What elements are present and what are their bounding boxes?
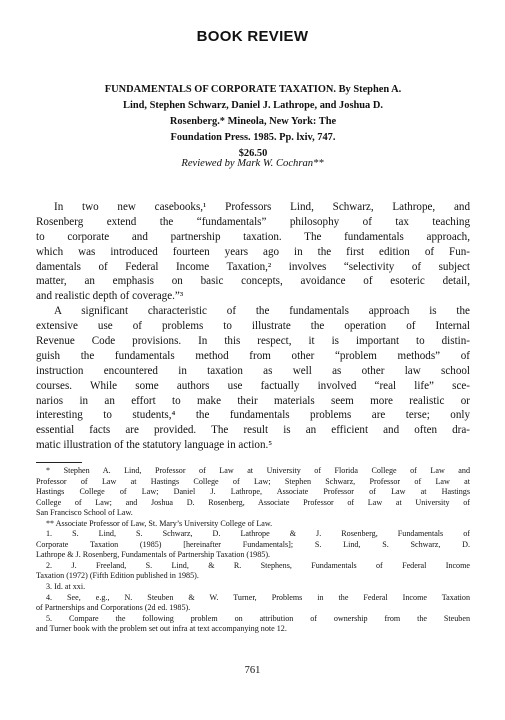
page-heading: BOOK REVIEW bbox=[196, 28, 309, 45]
review-body bbox=[36, 200, 470, 453]
body-line: guish the fundamentals method from other “problem methods” of bbox=[36, 349, 470, 362]
footnote-line: 2. J. Freeland, S. Lind, & R. Stephens, Fundamentals of Federal Income bbox=[46, 560, 470, 570]
body-line: and realistic depth of coverage.”³ bbox=[36, 290, 184, 303]
body-line: damentals of Federal Income Taxation,² involves “selectivity of subject bbox=[36, 260, 470, 273]
page-number: 761 bbox=[244, 665, 261, 676]
footnote-line: Hastings College of Law; Daniel J. Lathrope, Associate Professor of Law at Hastings bbox=[36, 487, 470, 497]
footnote-line: Professor of Law at Hastings College of Law; Stephen Schwarz, Professor of Law at bbox=[36, 476, 470, 486]
body-line: narios in an effort to make their materials seem more realistic or bbox=[36, 394, 470, 407]
footnote-line: San Francisco School of Law. bbox=[36, 508, 133, 518]
body-line: matic illustration of the statutory language in action.⁵ bbox=[36, 439, 273, 452]
citation-line: Rosenberg.* Mineola, New York: The bbox=[169, 116, 337, 127]
body-line: interesting to students,⁴ the fundamentals problems are terse; only bbox=[36, 409, 470, 422]
book-citation bbox=[36, 82, 470, 162]
body-line: extensive use of problems to illustrate the operation of Internal bbox=[36, 320, 470, 333]
footnote-line: * Stephen A. Lind, Professor of Law at University of Florida College of Law and bbox=[46, 466, 470, 475]
footnote-line: Lathrope & J. Rosenberg, Fundamentals of Partnership Taxation (1985). bbox=[36, 550, 271, 560]
citation-line: $26.50 bbox=[238, 148, 268, 159]
body-line: essential facts are provided. The result is an efficient and often dra- bbox=[36, 424, 470, 437]
citation-line: Lind, Stephen Schwarz, Daniel J. Lathrope, and Joshua D. bbox=[123, 100, 383, 111]
body-line: matter, an emphasis on basic concepts, avoidance of esoteric detail, bbox=[36, 275, 470, 288]
body-line: which was introduced fourteen years ago in the first edition of Fun- bbox=[36, 245, 470, 258]
body-line: to corporate and partnership taxation. The fundamentals approach, bbox=[36, 230, 470, 243]
reviewer-byline: Reviewed by Mark W. Cochran** bbox=[181, 158, 324, 169]
body-line: instruction encountered in taxation as well as other law school bbox=[36, 364, 470, 377]
citation-line: FUNDAMENTALS OF CORPORATE TAXATION. By Stephen A. bbox=[104, 84, 402, 95]
footnote-line: and Turner book with the problem set out infra at text accompanying note 12. bbox=[36, 624, 287, 634]
citation-line: Foundation Press. 1985. Pp. lxiv, 747. bbox=[170, 132, 336, 143]
body-line: courses. While some authors use factually involved “real life” sce- bbox=[36, 379, 470, 392]
body-line: In two new casebooks,¹ Professors Lind, Schwarz, Lathrope, and bbox=[54, 201, 470, 213]
footnote-line: Taxation (1972) (Fifth Edition published in 1985). bbox=[36, 571, 199, 581]
footnote-line: College of Law; and Joshua D. Rosenberg, Associate Professor of Law at University of bbox=[36, 497, 470, 507]
footnote-line: 5. Compare the following problem on attribution of ownership from the Steuben bbox=[46, 613, 470, 623]
footnote-line: Corporate Taxation (1985) [hereinafter Fundamentals]; S. Lind, S. Schwarz, D. bbox=[36, 539, 470, 549]
body-line: Rosenberg extend the “fundamentals” philosophy of tax teaching bbox=[36, 215, 470, 228]
footnote-line: 1. S. Lind, S. Schwarz, D. Lathrope & J. Rosenberg, Fundamentals of bbox=[46, 529, 470, 539]
footnote-line: 3. Id. at xxi. bbox=[46, 582, 86, 592]
paragraph-2 bbox=[36, 304, 470, 453]
footnotes bbox=[36, 466, 470, 635]
body-line: A significant characteristic of the fundamentals approach is the bbox=[54, 305, 470, 318]
footnote-line: of Partnerships and Corporations (2d ed. 1985). bbox=[36, 603, 191, 613]
footnote-line: ** Associate Professor of Law, St. Mary’s University College of Law. bbox=[46, 518, 273, 528]
footnote-divider bbox=[36, 462, 82, 463]
body-line: Revenue Code provisions. In this respect, it is important to distin- bbox=[36, 335, 470, 348]
paragraph-1 bbox=[36, 200, 470, 304]
footnote-line: 4. See, e.g., N. Steuben & W. Turner, Problems in the Federal Income Taxation bbox=[46, 592, 470, 602]
